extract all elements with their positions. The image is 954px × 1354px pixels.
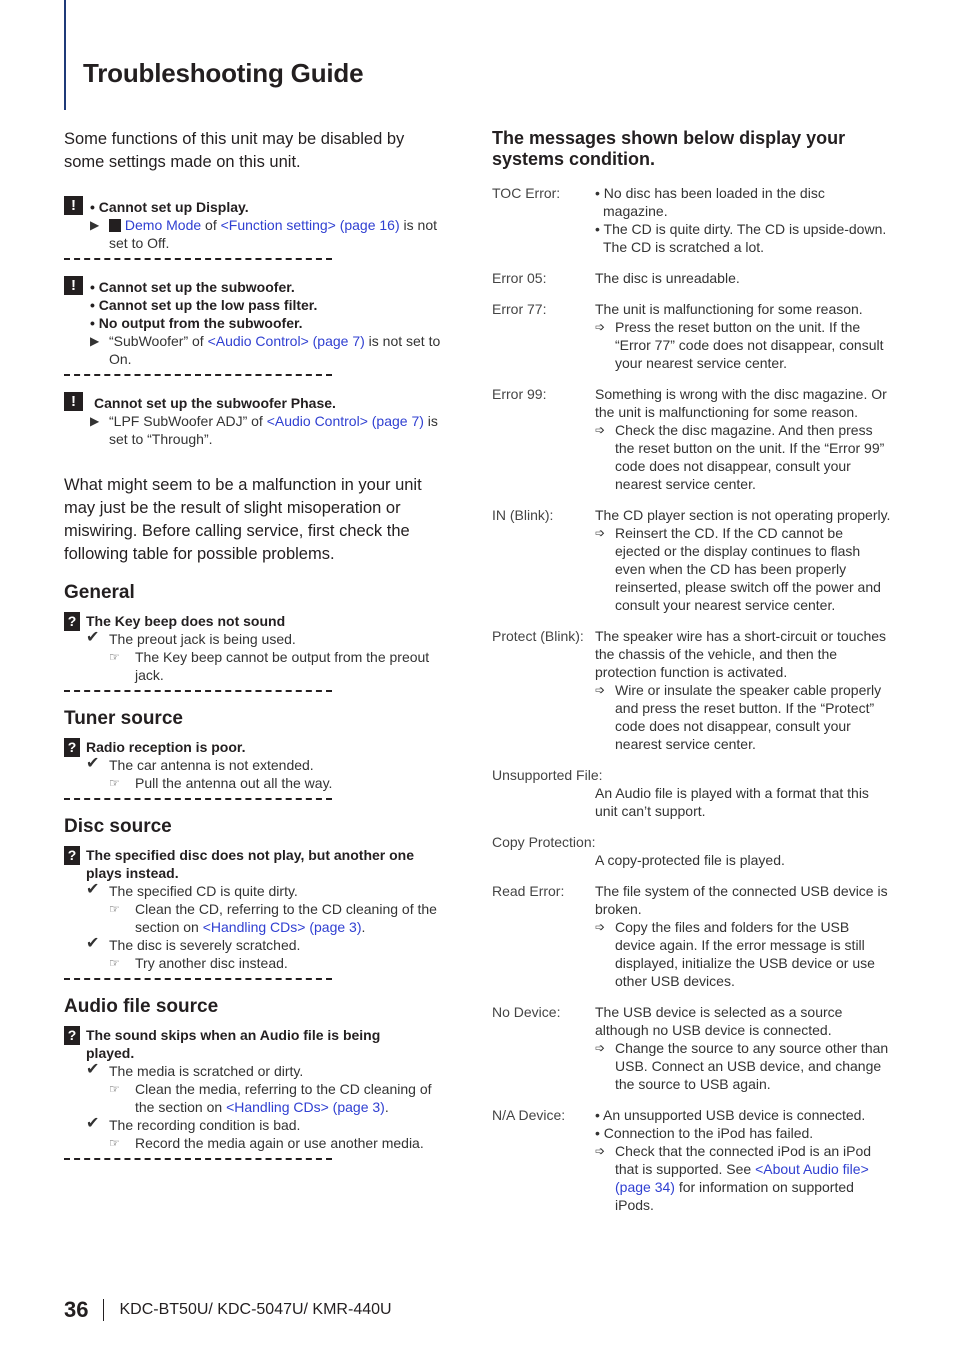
question-icon: ? xyxy=(64,612,80,631)
section-heading-disc: Disc source xyxy=(64,816,172,837)
cause-item: ✔ The specified CD is quite dirty. xyxy=(86,881,298,899)
arrow-icon: ➩ xyxy=(595,320,606,334)
cause-item: ✔ The car antenna is not extended. xyxy=(86,755,314,773)
remedy-item: ☞ The Key beep cannot be output from the preout jack. xyxy=(109,649,430,683)
divider xyxy=(64,374,332,376)
message-label: Error 05: xyxy=(492,270,547,286)
cause-item: ✔ The media is scratched or dirty. xyxy=(86,1061,304,1079)
remedy-item: ☞ Clean the media, referring to the CD cleaning of the section on <Handling CDs> (page 3). xyxy=(109,1081,432,1115)
page-number: 36 xyxy=(64,1297,89,1322)
question-icon: ? xyxy=(64,738,80,757)
message-no-device: No Device: The USB device is selected as a source although no USB device is connected. ➩ Change the source to any source other than USB. Connect an USB device, and change the source to USB again. xyxy=(492,1004,889,1092)
cause-item: ✔ The preout jack is being used. xyxy=(86,629,296,647)
note-heading: • Cannot set up Display. xyxy=(90,199,249,215)
message-label: IN (Blink): xyxy=(492,507,554,523)
question-icon: ? xyxy=(64,846,80,865)
message-label: Copy Protection: xyxy=(492,834,596,850)
header-rule xyxy=(64,0,66,110)
triangle-arrow-icon: ▶ xyxy=(90,218,100,232)
arrow-icon: ➩ xyxy=(595,683,606,697)
message-read-error: Read Error: The file system of the connected USB device is broken. ➩ Copy the files and folders for the USB device again. If the error message is still displayed, initialize the USB device or use other USB devices. xyxy=(492,883,888,989)
exclamation-icon: ! xyxy=(64,196,83,215)
handling-cds-link[interactable]: <Handling CDs> (page 3) xyxy=(226,1099,385,1115)
remedy-item: ☞ Try another disc instead. xyxy=(109,955,288,971)
cause-item: ✔ The disc is severely scratched. xyxy=(86,935,301,953)
note-detail: ▶ “LPF SubWoofer ADJ” of <Audio Control> (page 7) is set to “Through”. xyxy=(90,413,438,447)
check-icon: ✔ xyxy=(86,755,100,772)
divider xyxy=(64,1158,332,1160)
malfunction-paragraph: What might seem to be a malfunction in your unit may just be the result of slight misoperation or miswiring. Before calling service, first check the following table for possible problems. xyxy=(64,476,422,563)
about-audio-file-link[interactable]: <About Audio file> (page 34) xyxy=(615,1161,869,1195)
arrow-icon: ➩ xyxy=(595,1144,606,1158)
note-display xyxy=(64,198,464,260)
audio-control-link[interactable]: <Audio Control> (page 7) xyxy=(266,413,424,429)
message-label: No Device: xyxy=(492,1004,561,1020)
note-subwoofer: ! • Cannot set up the subwoofer. • Cannot set up the low pass filter. • No output from the subwoofer. ▶ “SubWoofer” of <Audio Control> (page 7) is not set to On. xyxy=(64,278,464,376)
exclamation-icon: ! xyxy=(64,276,83,295)
footer-separator xyxy=(103,1299,104,1321)
question-icon: ? xyxy=(64,1026,80,1045)
message-error-99: Error 99: Something is wrong with the disc magazine. Or the unit is malfunctioning for some reason. ➩ Check the disc magazine. And then press the reset button on the unit. If the “Error 99” code does not disappear, consult your nearest service center. xyxy=(492,386,887,492)
check-icon: ✔ xyxy=(86,629,100,646)
question-block: ? The specified disc does not play, but another one plays instead. xyxy=(64,846,464,882)
message-error-77: Error 77: The unit is malfunctioning for some reason. ➩ Press the reset button on the unit. If the “Error 77” code does not disappear, consult your nearest service center. xyxy=(492,301,884,371)
note-detail: ▶ Demo Mode of <Function setting> (page 16) is not set to Off. xyxy=(90,217,437,251)
message-copy-protection: Copy Protection: A copy-protected file is played. xyxy=(492,833,892,869)
triangle-arrow-icon: ▶ xyxy=(90,414,100,428)
page-title: Troubleshooting Guide xyxy=(83,58,364,88)
pointing-hand-icon: ☞ xyxy=(109,650,120,664)
note-phase: ! Cannot set up the subwoofer Phase. ▶ “LPF SubWoofer ADJ” of <Audio Control> (page 7) is set to “Through”. xyxy=(64,394,464,448)
arrow-icon: ➩ xyxy=(595,423,606,437)
cause-item: ✔ The recording condition is bad. xyxy=(86,1115,301,1133)
note-detail: ▶ “SubWoofer” of <Audio Control> (page 7) is not set to On. xyxy=(90,333,441,367)
function-setting-link[interactable]: <Function setting> (page 16) xyxy=(220,217,400,233)
message-unsupported-file: Unsupported File: An Audio file is played with a format that this unit can’t support. xyxy=(492,766,892,820)
message-toc-error: TOC Error: • No disc has been loaded in the disc magazine. • The CD is quite dirty. The CD is upside-down. The CD is scratched a lot. xyxy=(492,185,887,255)
divider xyxy=(64,690,332,692)
question-block: ? The sound skips when an Audio file is being played. xyxy=(64,1026,464,1062)
section-heading-tuner: Tuner source xyxy=(64,708,183,729)
check-icon: ✔ xyxy=(86,881,100,898)
check-icon: ✔ xyxy=(86,1115,100,1132)
pointing-hand-icon: ☞ xyxy=(109,1136,120,1150)
handling-cds-link[interactable]: <Handling CDs> (page 3) xyxy=(202,919,362,935)
divider xyxy=(64,978,332,980)
arrow-icon: ➩ xyxy=(595,920,606,934)
message-label: Protect (Blink): xyxy=(492,628,584,644)
message-label: TOC Error: xyxy=(492,185,561,201)
divider xyxy=(64,258,332,260)
message-protect-blink: Protect (Blink): The speaker wire has a short-circuit or touches the chassis of the vehicle, and then the protection function is activated. ➩ Wire or insulate the speaker cable properly and press the reset button. If the “Protect” code does not disappear, consult your nearest service center. xyxy=(492,628,887,752)
message-label: Unsupported File: xyxy=(492,767,603,783)
remedy-item: ☞ Record the media again or use another media. xyxy=(109,1135,424,1151)
check-icon: ✔ xyxy=(86,1061,100,1078)
remedy-item: ☞ Clean the CD, referring to the CD cleaning of the section on <Handling CDs> (page 3). xyxy=(109,901,437,935)
page-footer xyxy=(64,1297,392,1323)
message-error-05: Error 05: The disc is unreadable. xyxy=(492,270,740,286)
section-heading-audio-file: Audio file source xyxy=(64,996,219,1017)
pointing-hand-icon: ☞ xyxy=(109,902,120,916)
message-label: Error 99: xyxy=(492,386,547,402)
function-key-icon xyxy=(109,219,121,232)
demo-mode-link[interactable]: Demo Mode xyxy=(124,217,202,233)
messages-heading: The messages shown below display your systems condition. xyxy=(492,128,846,169)
pointing-hand-icon: ☞ xyxy=(109,1082,120,1096)
message-label: Error 77: xyxy=(492,301,547,317)
question-block: ? The Key beep does not sound xyxy=(64,612,464,630)
section-heading-general: General xyxy=(64,582,135,603)
arrow-icon: ➩ xyxy=(595,1041,606,1055)
pointing-hand-icon: ☞ xyxy=(109,956,120,970)
message-label: Read Error: xyxy=(492,883,565,899)
message-in-blink: IN (Blink): The CD player section is not operating properly. ➩ Reinsert the CD. If the CD cannot be ejected or the display continues to flash even when the CD has been properly reinserted, please switch off the power and consult your nearest service center. xyxy=(492,507,891,613)
divider xyxy=(64,798,332,800)
pointing-hand-icon: ☞ xyxy=(109,776,120,790)
audio-control-link[interactable]: <Audio Control> (page 7) xyxy=(207,333,365,349)
check-icon: ✔ xyxy=(86,935,100,952)
arrow-icon: ➩ xyxy=(595,526,606,540)
model-names: KDC-BT50U/ KDC-5047U/ KMR-440U xyxy=(119,1301,392,1318)
left-column xyxy=(64,128,464,1160)
intro-text: Some functions of this unit may be disabled by some settings made on this unit. xyxy=(64,130,405,171)
remedy-item: ☞ Pull the antenna out all the way. xyxy=(109,775,333,791)
message-label: N/A Device: xyxy=(492,1107,566,1123)
message-na-device: N/A Device: • An unsupported USB device is connected. • Connection to the iPod has failed. ➩ Check that the connected iPod is an iPod that is supported. See <About Audio file> (page 34) for information on supported iPods. xyxy=(492,1107,872,1213)
right-column xyxy=(492,128,892,1227)
triangle-arrow-icon: ▶ xyxy=(90,334,100,348)
question-block: ? Radio reception is poor. xyxy=(64,738,464,756)
exclamation-icon: ! xyxy=(64,392,83,411)
